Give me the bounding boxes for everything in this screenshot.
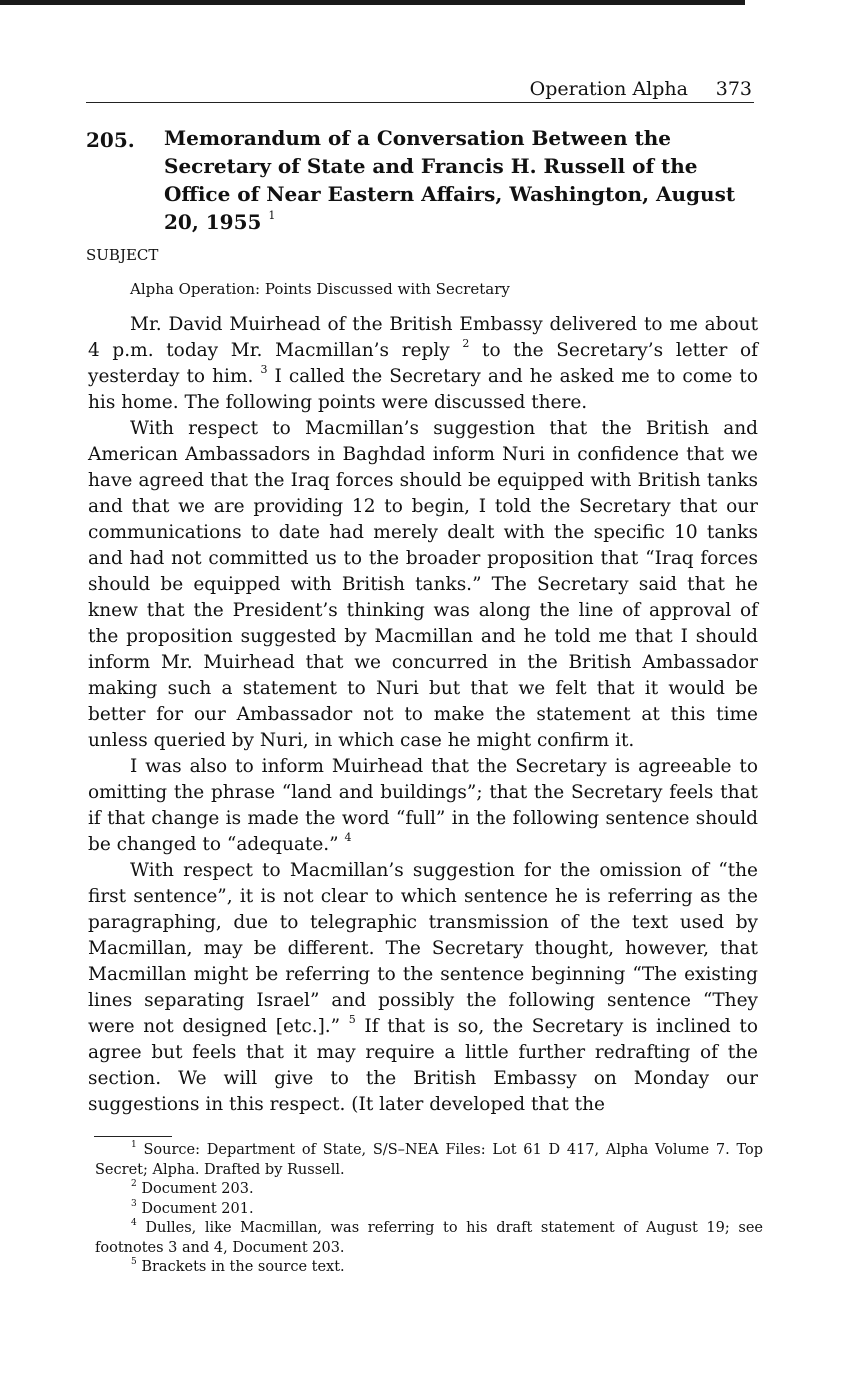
document-title-text: Memorandum of a Conversation Between the Secretary of State and Francis H. Russell of the Office of Near Eastern Affairs, Washington, August 20, 1955 xyxy=(164,126,736,234)
paragraph-4-text-b: If that is so, the Secretary is inclined to agree but feels that it may require a little further redrafting of the section. We will give to the British Embassy on Monday our suggestions in this respect. (It later developed that the xyxy=(88,1016,758,1115)
footnote-number: 4 xyxy=(131,1218,137,1229)
footnote-number: 1 xyxy=(131,1140,137,1151)
footnote-number: 5 xyxy=(131,1257,137,1268)
footnote-ref-1: 1 xyxy=(268,209,276,223)
paragraph-3-text: I was also to inform Muirhead that the Secretary is agreeable to omitting the phrase “land and buildings”; that the Secretary feels that if that change is made the word “full” in the following sentence should be changed to “adequate.” xyxy=(88,756,758,855)
footnote-number: 3 xyxy=(131,1198,137,1209)
document-number: 205. xyxy=(86,128,135,152)
footnote-text: Source: Department of State, S/S–NEA Files: Lot 61 D 417, Alpha Volume 7. Top Secret; Alpha. Drafted by Russell. xyxy=(95,1142,764,1178)
footnote-2 xyxy=(95,1180,763,1200)
paragraph-4-text-a: With respect to Macmillan’s suggestion for the omission of “the first sentence”, it is not clear to which sentence he is referring as the paragraphing, due to telegraphic transmission of the text used by Macmillan, may be different. The Secretary thought, however, that Macmillan might be referring to the sentence beginning “The existing lines separating Israel” and possibly the following sentence “They were not designed [etc.].” xyxy=(88,860,758,1037)
paragraph-2: With respect to Macmillan’s suggestion that the British and American Ambassadors in Baghdad inform Nuri in confidence that we have agreed that the Iraq forces should be equipped with British tanks and that we are providing 12 to begin, I told the Secretary that our communications to date had merely dealt with the specific 10 tanks and had not committed us to the broader proposition that “Iraq forces should be equipped with British tanks.” The Secretary said that he knew that the President’s thinking was along the line of approval of the proposition suggested by Macmillan and he told me that I should inform Mr. Muirhead that we concurred in the British Ambassador making such a statement to Nuri but that we felt that it would be better for our Ambassador not to make the statement at this time unless queried by Nuri, in which case he might confirm it. xyxy=(88,418,758,751)
footnote-number: 2 xyxy=(131,1179,137,1190)
footnote-ref-5: 5 xyxy=(348,1012,356,1026)
paragraph-3 xyxy=(88,754,758,858)
footnote-text: Dulles, like Macmillan, was referring to his draft statement of August 19; see footnotes 3 and 4, Document 203. xyxy=(95,1220,763,1256)
footnote-ref-4: 4 xyxy=(344,830,352,844)
footnote-ref-3: 3 xyxy=(260,362,268,376)
footnotes xyxy=(95,1141,763,1278)
footnote-divider xyxy=(94,1136,172,1137)
footnote-ref-2: 2 xyxy=(462,336,470,350)
footnote-4 xyxy=(95,1219,763,1258)
running-title: Operation Alpha xyxy=(529,78,688,100)
document-title xyxy=(164,124,760,236)
paragraph-1-text-b: to the Secretary’s letter of yesterday to him. xyxy=(88,340,758,387)
subject-text: Alpha Operation: Points Discussed with Secretary xyxy=(130,280,510,298)
footnote-text: Brackets in the source text. xyxy=(141,1259,345,1275)
subject-label: SUBJECT xyxy=(86,246,159,264)
footnote-3 xyxy=(95,1200,763,1220)
paragraph-1-text-a: Mr. David Muirhead of the British Embassy delivered to me about 4 p.m. today Mr. Macmillan’s reply xyxy=(88,314,758,361)
footnote-text: Document 203. xyxy=(141,1181,254,1197)
running-header xyxy=(86,76,754,103)
memorandum-body xyxy=(88,312,758,1118)
footnote-5 xyxy=(95,1258,763,1278)
paragraph-4 xyxy=(88,858,758,1118)
paragraph-1 xyxy=(88,312,758,416)
paragraph-1-text-c: I called the Secretary and he asked me to come to his home. The following points were discussed there. xyxy=(88,366,759,413)
page-number: 373 xyxy=(715,78,752,100)
footnote-1 xyxy=(95,1141,763,1180)
scan-top-edge xyxy=(0,0,745,5)
footnote-text: Document 201. xyxy=(141,1200,254,1217)
